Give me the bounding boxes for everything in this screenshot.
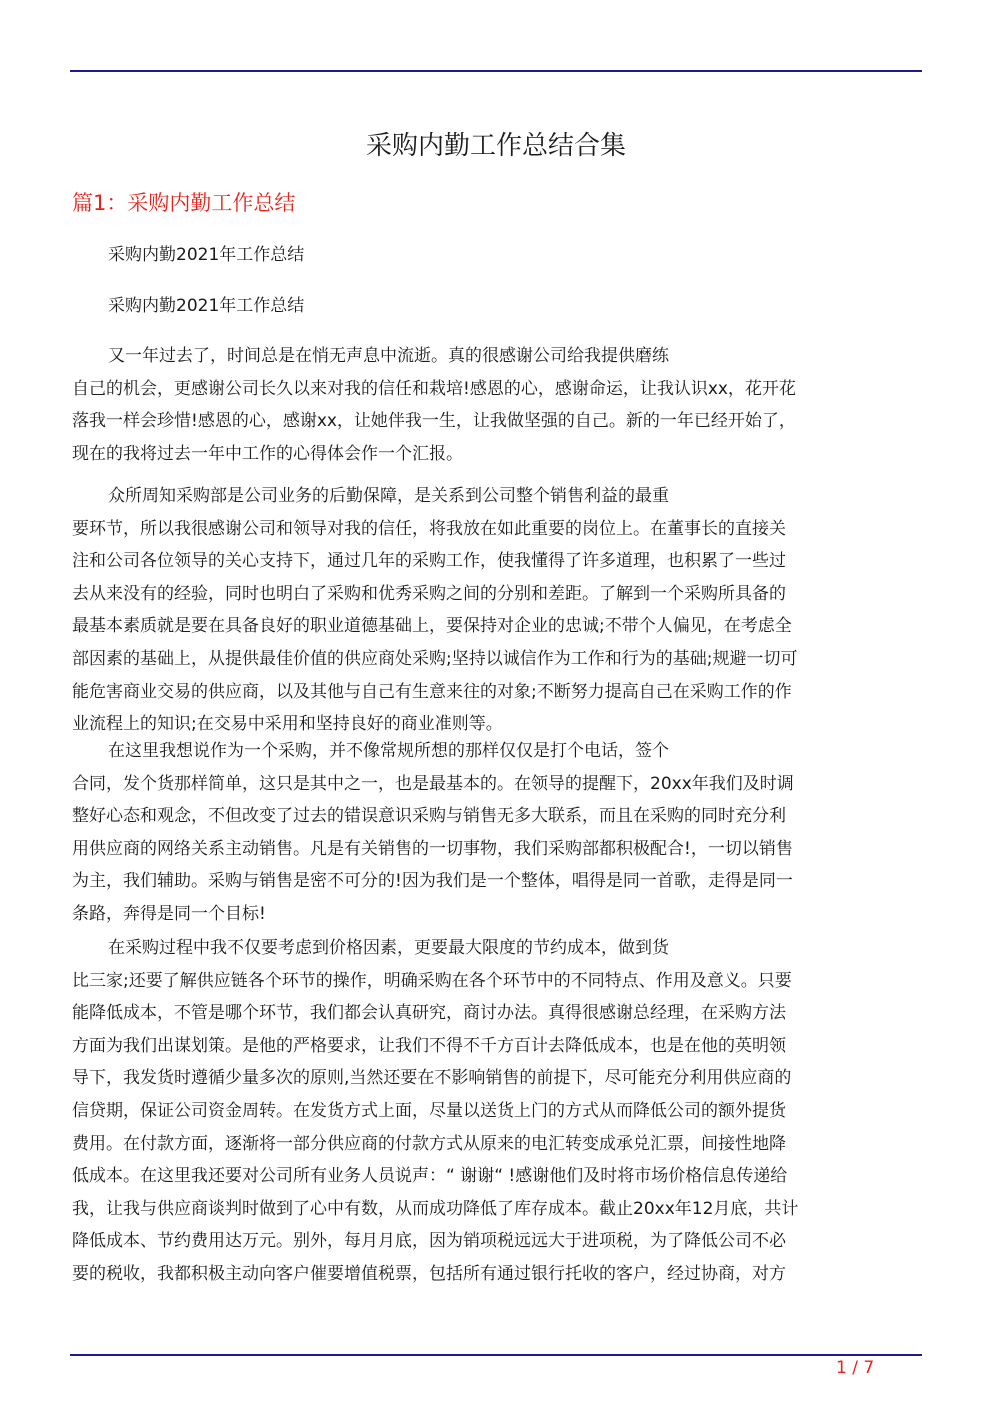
- paragraph-line: 众所周知采购部是公司业务的后勤保障，是关系到公司整个销售利益的最重: [108, 486, 669, 506]
- paragraph-line: 在采购过程中我不仅要考虑到价格因素，更要最大限度的节约成本，做到货: [108, 938, 669, 958]
- footer-rule: [70, 1354, 922, 1356]
- paragraph-line: 要的税收，我都积极主动向客户催要增值税票，包括所有通过银行托收的客户，经过协商，对方: [72, 1263, 786, 1284]
- paragraph-2: [72, 480, 920, 741]
- paragraph-line: 导下，我发货时遵循少量多次的原则,当然还要在不影响销售的前提下，尽可能充分利用供应商的: [72, 1068, 792, 1089]
- paragraph-line: 能危害商业交易的供应商，以及其他与自己有生意来往的对象;不断努力提高自己在采购工作的作: [72, 681, 792, 702]
- paragraph-line: 整好心态和观念，不但改变了过去的错误意识采购与销售无多大联系，而且在采购的同时充分利: [72, 806, 786, 827]
- paragraph-line: 注和公司各位领导的关心支持下，通过几年的采购工作，使我懂得了许多道理，也积累了一些过: [72, 551, 786, 572]
- subtitle-2: 采购内勤2021年工作总结: [108, 296, 305, 316]
- document-title: 采购内勤工作总结合集: [365, 131, 626, 161]
- paragraph-line: 部因素的基础上，从提供最佳价值的供应商处采购;坚持以诚信作为工作和行为的基础;规避一切可: [72, 648, 798, 669]
- paragraph-line: 信贷期，保证公司资金周转。在发货方式上面，尽量以送货上门的方式从而降低公司的额外提货: [72, 1100, 786, 1121]
- paragraph-line: 用供应商的网络关系主动销售。凡是有关销售的一切事物，我们采购部都积极配合!，一切以销售: [72, 838, 793, 859]
- paragraph-line: 费用。在付款方面，逐渐将一部分供应商的付款方式从原来的电汇转变成承兑汇票，间接性地降: [72, 1133, 786, 1154]
- paragraph-line: 又一年过去了，时间总是在悄无声息中流逝。真的很感谢公司给我提供磨练: [108, 346, 669, 366]
- page-number: 1 / 7: [836, 1358, 875, 1378]
- paragraph-line: 业流程上的知识;在交易中采用和坚持良好的商业准则等。: [72, 714, 503, 735]
- paragraph-line: 低成本。在这里我还要对公司所有业务人员说声：“ 谢谢“ !感谢他们及时将市场价格信息传递给: [72, 1166, 788, 1187]
- section-heading: 篇1：采购内勤工作总结: [72, 191, 296, 215]
- paragraph-line: 能降低成本，不管是哪个环节，我们都会认真研究，商讨办法。真得很感谢总经理，在采购方法: [72, 1003, 786, 1024]
- paragraph-line: 落我一样会珍惜!感恩的心，感谢xx，让她伴我一生，让我做坚强的自己。新的一年已经开始了，: [72, 411, 796, 432]
- subtitle-1: 采购内勤2021年工作总结: [108, 245, 305, 265]
- paragraph-line: 最基本素质就是要在具备良好的职业道德基础上，要保持对企业的忠诚;不带个人偏见，在考虑全: [72, 616, 792, 637]
- paragraph-line: 现在的我将过去一年中工作的心得体会作一个汇报。: [72, 443, 463, 464]
- paragraph-line: 自己的机会，更感谢公司长久以来对我的信任和栽培!感恩的心，感谢命运，让我认识xx，花开花: [72, 378, 796, 399]
- header-rule: [70, 70, 922, 72]
- paragraph-line: 为主，我们辅助。采购与销售是密不可分的!因为我们是一个整体，唱得是同一首歌，走得是同一: [72, 871, 793, 892]
- paragraph-line: 我，让我与供应商谈判时做到了心中有数，从而成功降低了库存成本。截止20xx年12月底，共计: [72, 1198, 799, 1219]
- paragraph-line: 条路，奔得是同一个目标!: [72, 903, 266, 924]
- paragraph-line: 比三家;还要了解供应链各个环节的操作，明确采购在各个环节中的不同特点、作用及意义。只要: [72, 970, 792, 991]
- paragraph-line: 方面为我们出谋划策。是他的严格要求，让我们不得不千方百计去降低成本，也是在他的英明领: [72, 1035, 786, 1056]
- paragraph-3: [72, 735, 920, 931]
- paragraph-line: 去从来没有的经验，同时也明白了采购和优秀采购之间的分别和差距。了解到一个采购所具备的: [72, 583, 786, 604]
- paragraph-line: 合同，发个货那样简单，这只是其中之一，也是最基本的。在领导的提醒下，20xx年我们及时调: [72, 773, 794, 794]
- paragraph-line: 降低成本、节约费用达万元。别外，每月月底，因为销项税远远大于进项税，为了降低公司不必: [72, 1231, 786, 1252]
- paragraph-4: [72, 932, 920, 1291]
- paragraph-line: 要环节，所以我很感谢公司和领导对我的信任，将我放在如此重要的岗位上。在董事长的直接关: [72, 518, 786, 539]
- paragraph-line: 在这里我想说作为一个采购，并不像常规所想的那样仅仅是打个电话，签个: [108, 741, 669, 761]
- paragraph-1: [72, 340, 920, 470]
